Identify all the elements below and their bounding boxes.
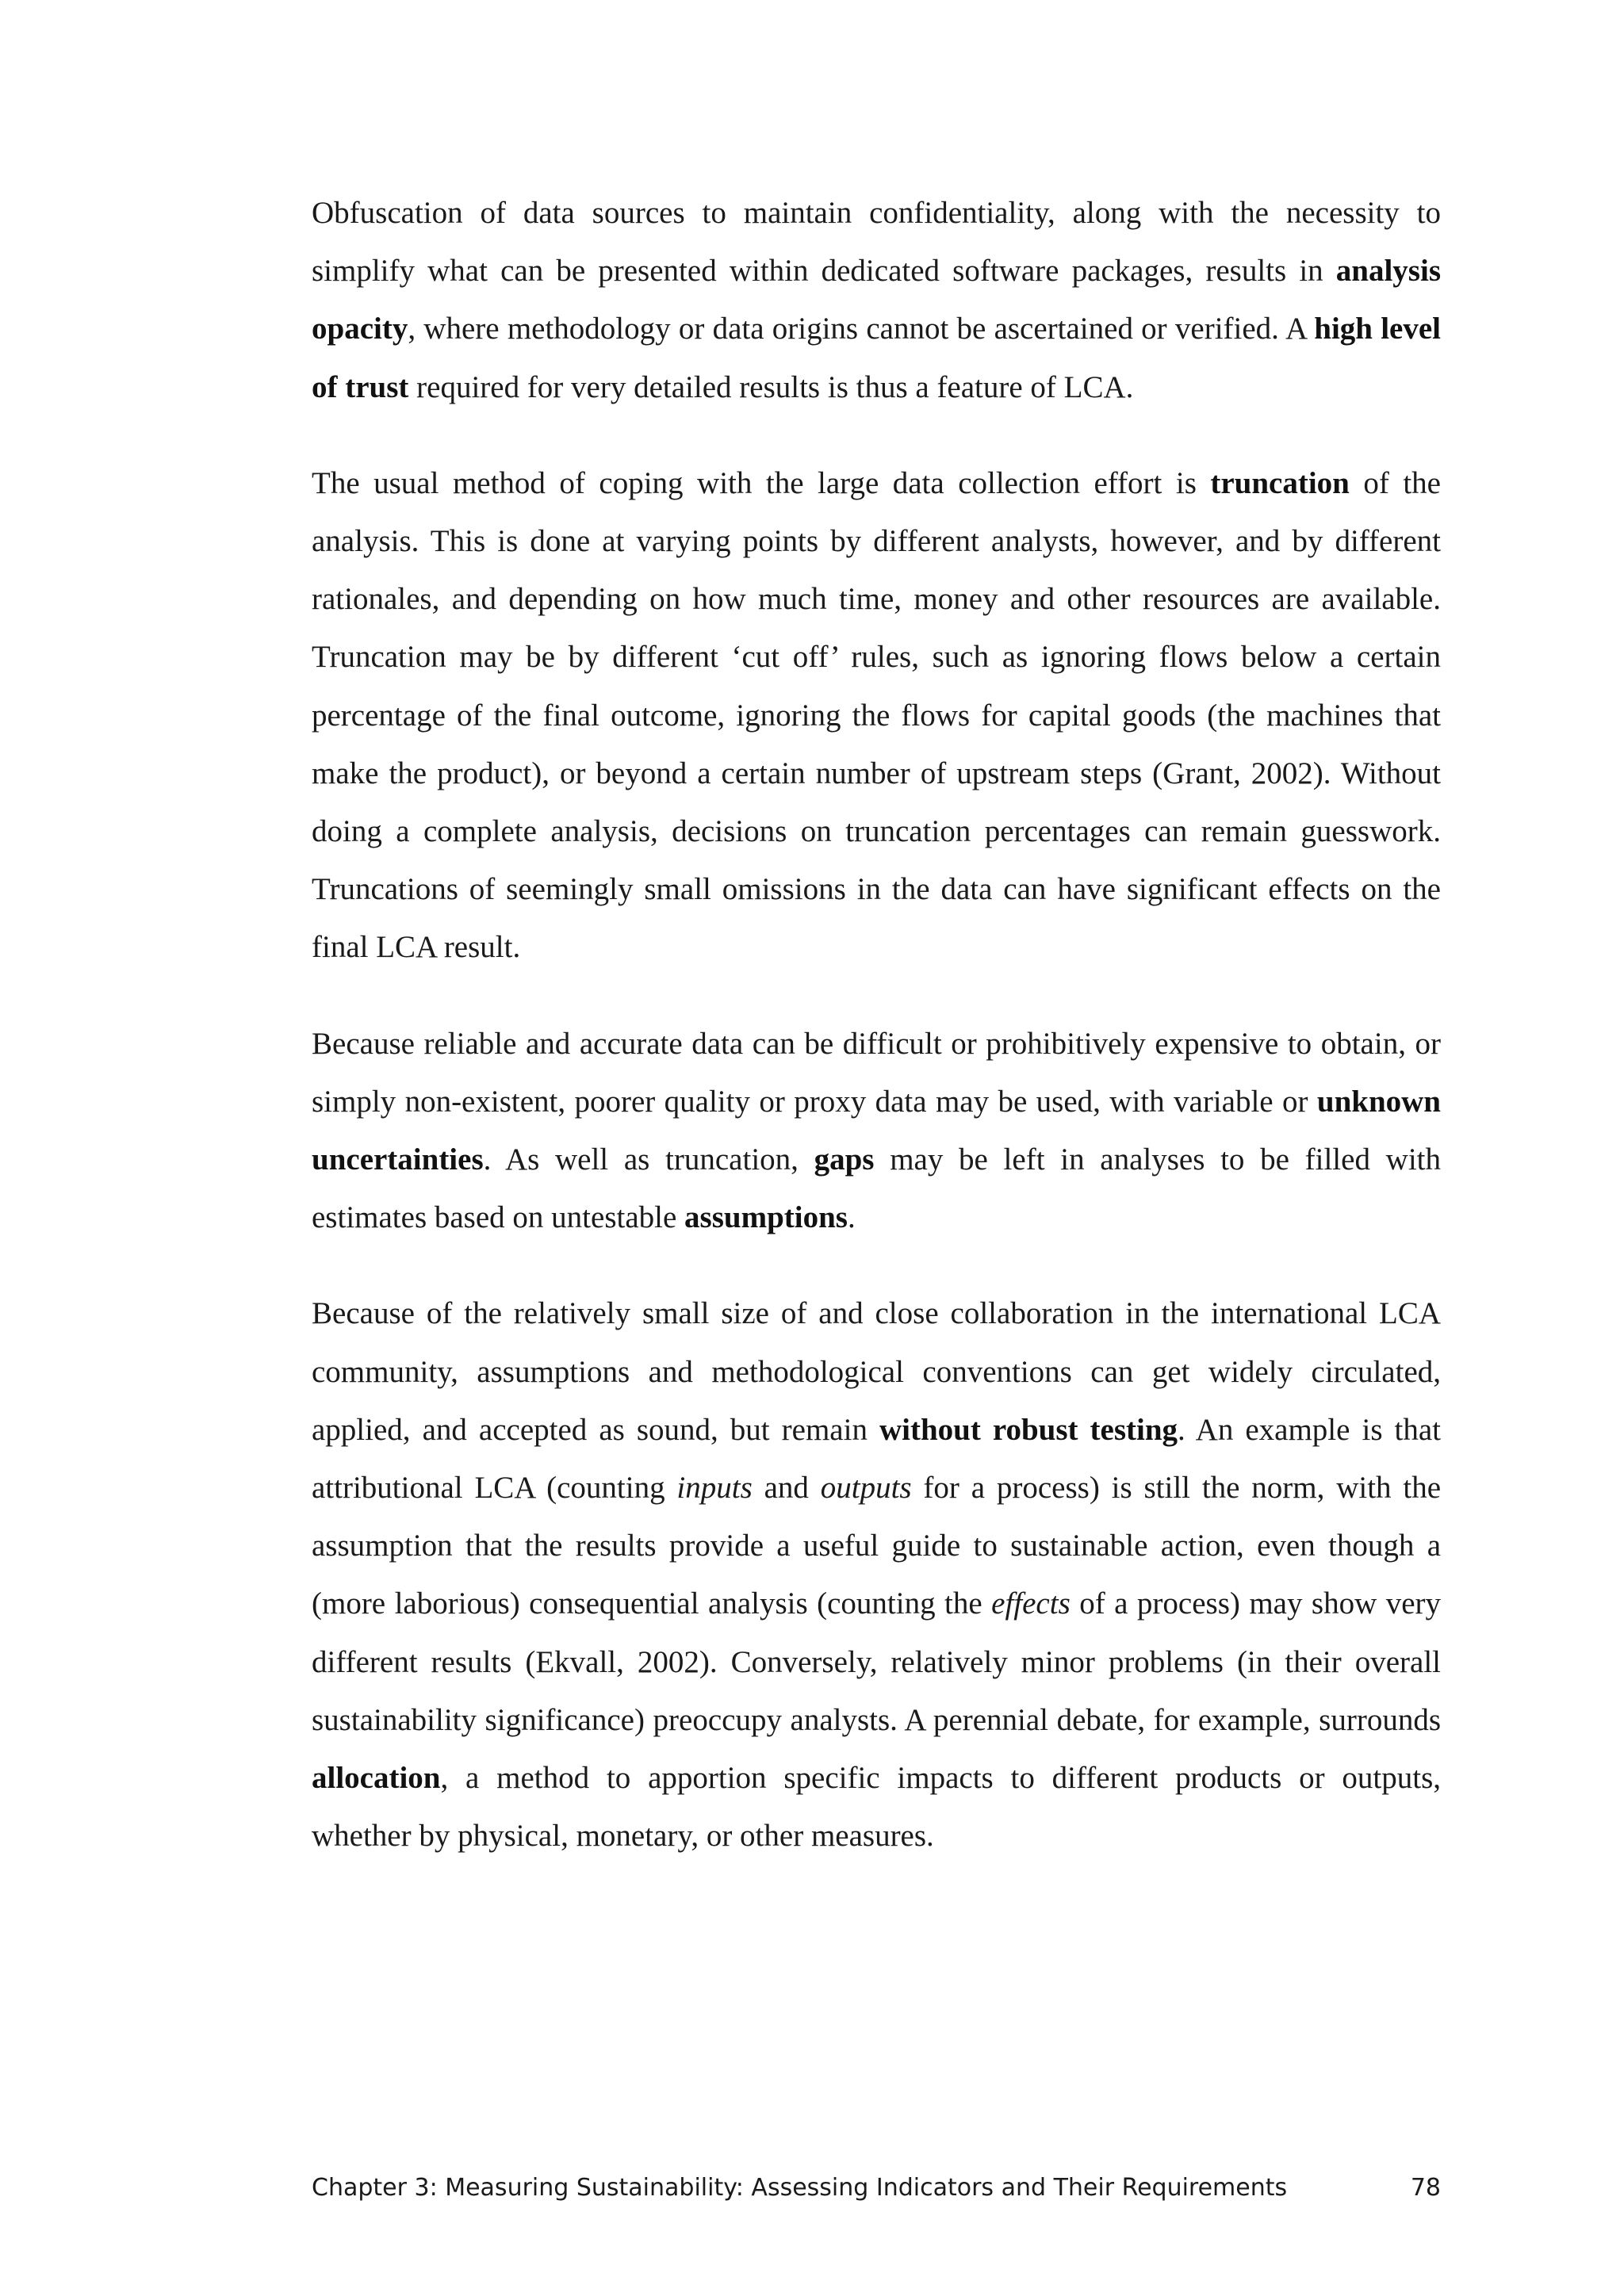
text-run: of the analysis. This is done at varying points by different analysts, however, and by different rationales, and depending on how much time, money and other resources are available. Truncation may be by different ‘cut off’ rules, such as ignoring flows below a certain percentage of the final outcome, ignoring the flows for capital goods (the machines that make the product), or beyond a certain number of upstream steps (Grant, 2002). Without doing a complete analysis, decisions on truncation percentages can remain guesswork. Truncations of seemingly small omissions in the data can have significant effects on the final LCA result.	[312, 465, 1441, 965]
text-run: and	[752, 1471, 821, 1506]
text-run: The usual method of coping with the large data collection effort is	[312, 465, 1211, 500]
footer-page-number: 78	[1410, 2174, 1441, 2202]
bold-term: unknown uncertainties	[312, 1084, 1441, 1177]
page-footer	[312, 2174, 1441, 2214]
paragraph-truncation	[312, 454, 1441, 977]
paragraph-analysis-opacity	[312, 184, 1441, 416]
bold-term: truncation	[1210, 465, 1350, 500]
text-run: Because reliable and accurate data can be difficult or prohibitively expensive to obtain, or simply non-existent, poorer quality or proxy data may be used, with variable or	[312, 1026, 1441, 1119]
text-run: . As well as truncation,	[483, 1142, 814, 1177]
italic-term: effects	[991, 1586, 1071, 1621]
italic-term: inputs	[676, 1471, 753, 1506]
text-run: . An example is that attributional LCA (counting	[312, 1412, 1442, 1506]
italic-term: outputs	[820, 1471, 912, 1506]
text-run: Obfuscation of data sources to maintain confidentiality, along with the necessity to simplify what can be presented within dedicated software packages, results in	[312, 196, 1441, 289]
text-run: , a method to apportion specific impacts to different products or outputs, whether by physical, monetary, or other measures.	[312, 1761, 1441, 1854]
bold-term: assumptions	[684, 1200, 848, 1235]
text-run: required for very detailed results is thus a feature of LCA.	[408, 369, 1134, 404]
footer-chapter-title: Chapter 3: Measuring Sustainability: Assessing Indicators and Their Requirements	[312, 2174, 1288, 2202]
bold-term: without robust testing	[879, 1412, 1178, 1447]
paragraph-data-quality	[312, 1015, 1441, 1247]
text-run: , where methodology or data origins cannot be ascertained or verified. A	[408, 312, 1315, 346]
text-run: for a process) is still the norm, with the assumption that the results provide a useful guide to sustainable action, even though a (more laborious) consequential analysis (counting the	[312, 1471, 1442, 1621]
paragraph-robust-testing	[312, 1284, 1441, 1865]
text-run: Because of the relatively small size of and close collaboration in the international LCA community, assumptions and methodological conventions can get widely circulated, applied, and accepted as sound, but remain	[312, 1296, 1441, 1447]
bold-term: gaps	[814, 1142, 875, 1177]
text-run: may be left in analyses to be filled with estimates based on untestable	[312, 1142, 1441, 1235]
body-text	[312, 184, 1441, 1865]
text-run: of a process) may show very different results (Ekvall, 2002). Conversely, relatively minor problems (in their overall sustainability significance) preoccupy analysts. A perennial debate, for example, surrounds	[312, 1586, 1442, 1737]
bold-term: analysis opacity	[312, 254, 1441, 346]
text-run: .	[847, 1200, 856, 1235]
bold-term: high level of trust	[312, 312, 1441, 404]
bold-term: allocation	[312, 1761, 441, 1796]
